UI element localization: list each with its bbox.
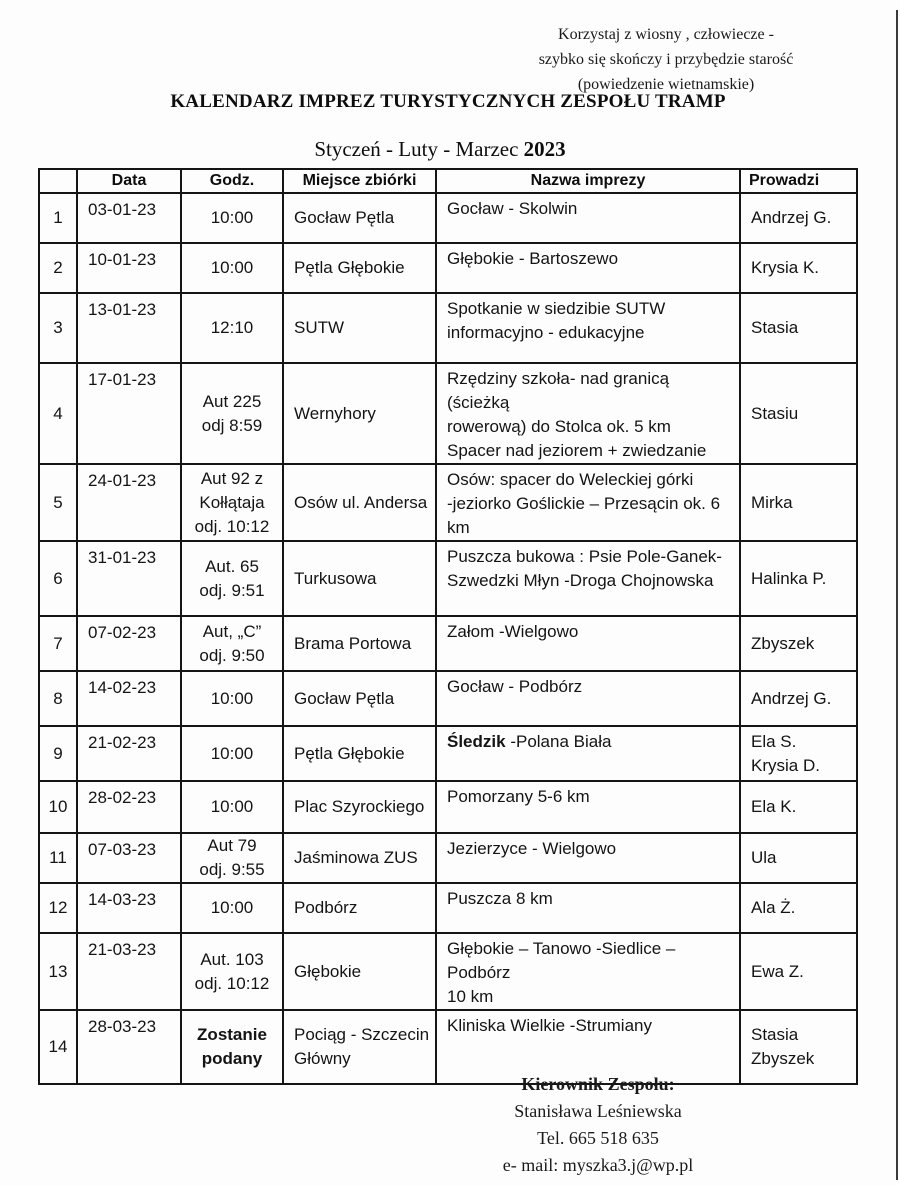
meeting-place-cell: SUTW [283, 293, 436, 363]
event-name-cell: Gocław - Skolwin [436, 193, 740, 243]
date-cell: 31-01-23 [77, 541, 181, 616]
header-empty [39, 169, 77, 193]
time-cell: 10:00 [181, 726, 283, 781]
time-cell: 10:00 [181, 671, 283, 726]
header-godz: Godz. [181, 169, 283, 193]
quote-line: Korzystaj z wiosny , człowiecze - [558, 26, 774, 43]
row-number-cell: 5 [39, 464, 77, 541]
event-name-cell: Pomorzany 5-6 km [436, 781, 740, 833]
leader-cell: Mirka [740, 464, 857, 541]
event-name-cell: Głębokie – Tanowo -Siedlice – Podbórz 10 km [436, 933, 740, 1010]
leader-cell: Ula [740, 833, 857, 883]
leader-cell: Zbyszek [740, 616, 857, 671]
meeting-place-cell: Wernyhory [283, 363, 436, 464]
leader-cell: Stasia [740, 293, 857, 363]
page-subtitle [0, 137, 880, 162]
date-cell: 17-01-23 [77, 363, 181, 464]
footer-block [248, 1071, 900, 1179]
time-cell: Zostanie podany [181, 1010, 283, 1084]
date-cell: 13-01-23 [77, 293, 181, 363]
meeting-place-cell: Plac Szyrockiego [283, 781, 436, 833]
events-tbody [39, 193, 857, 1084]
event-name-cell: Rzędziny szkoła- nad granicą (ścieżką rowerową) do Stolca ok. 5 km Spacer nad jeziorem + zwiedzanie [436, 363, 740, 464]
meeting-place-cell: Pociąg - Szczecin Główny [283, 1010, 436, 1084]
event-name-cell: Załom -Wielgowo [436, 616, 740, 671]
table-row [39, 363, 857, 464]
time-cell: Aut. 103 odj. 10:12 [181, 933, 283, 1010]
event-name-cell: Puszcza 8 km [436, 883, 740, 933]
date-cell: 24-01-23 [77, 464, 181, 541]
leader-cell: Krysia K. [740, 243, 857, 293]
event-name-cell: Osów: spacer do Weleckiej górki -jeziorko Goślickie – Przesącin ok. 6 km [436, 464, 740, 541]
row-number-cell: 8 [39, 671, 77, 726]
row-number-cell: 1 [39, 193, 77, 243]
row-number-cell: 14 [39, 1010, 77, 1084]
footer-heading: Kierownik Zespołu: [521, 1074, 675, 1094]
subtitle-months: Styczeń - Luty - Marzec [314, 137, 524, 161]
table-row [39, 933, 857, 1010]
event-name-cell: Jezierzyce - Wielgowo [436, 833, 740, 883]
time-cell: 10:00 [181, 781, 283, 833]
footer-phone: Tel. 665 518 635 [537, 1128, 659, 1148]
time-cell: Aut. 65 odj. 9:51 [181, 541, 283, 616]
meeting-place-cell: Pętla Głębokie [283, 243, 436, 293]
time-cell: 12:10 [181, 293, 283, 363]
time-cell: Aut 92 z Kołłątaja odj. 10:12 [181, 464, 283, 541]
leader-cell: Ala Ż. [740, 883, 857, 933]
table-row [39, 541, 857, 616]
meeting-place-cell: Pętla Głębokie [283, 726, 436, 781]
event-name-cell: Kliniska Wielkie -Strumiany [436, 1010, 740, 1084]
table-row [39, 671, 857, 726]
header-miejsce-zbiorki: Miejsce zbiórki [283, 169, 436, 193]
meeting-place-cell: Jaśminowa ZUS [283, 833, 436, 883]
meeting-place-cell: Gocław Pętla [283, 193, 436, 243]
row-number-cell: 10 [39, 781, 77, 833]
table-row [39, 833, 857, 883]
page-title: KALENDARZ IMPREZ TURYSTYCZNYCH ZESPOŁU TRAMP [170, 91, 726, 112]
time-cell: Aut 79 odj. 9:55 [181, 833, 283, 883]
events-table [38, 168, 858, 1085]
date-cell: 28-02-23 [77, 781, 181, 833]
date-cell: 14-02-23 [77, 671, 181, 726]
meeting-place-cell: Gocław Pętla [283, 671, 436, 726]
event-name-cell: Głębokie - Bartoszewo [436, 243, 740, 293]
meeting-place-cell: Podbórz [283, 883, 436, 933]
meeting-place-cell: Osów ul. Andersa [283, 464, 436, 541]
table-header-row [39, 169, 857, 193]
table-row [39, 781, 857, 833]
date-cell: 03-01-23 [77, 193, 181, 243]
table-row [39, 464, 857, 541]
row-number-cell: 3 [39, 293, 77, 363]
date-cell: 14-03-23 [77, 883, 181, 933]
header-nazwa-imprezy: Nazwa imprezy [436, 169, 740, 193]
row-number-cell: 2 [39, 243, 77, 293]
meeting-place-cell: Brama Portowa [283, 616, 436, 671]
row-number-cell: 11 [39, 833, 77, 883]
leader-cell: Ela S. Krysia D. [740, 726, 857, 781]
date-cell: 21-02-23 [77, 726, 181, 781]
leader-cell: Ela K. [740, 781, 857, 833]
date-cell: 07-03-23 [77, 833, 181, 883]
date-cell: 28-03-23 [77, 1010, 181, 1084]
leader-cell: Andrzej G. [740, 671, 857, 726]
table-row [39, 726, 857, 781]
time-cell: 10:00 [181, 243, 283, 293]
row-number-cell: 6 [39, 541, 77, 616]
date-cell: 07-02-23 [77, 616, 181, 671]
time-cell: Aut 225 odj 8:59 [181, 363, 283, 464]
leader-cell: Andrzej G. [740, 193, 857, 243]
scan-edge-line [896, 10, 898, 1180]
time-cell: Aut, „C” odj. 9:50 [181, 616, 283, 671]
time-cell: 10:00 [181, 883, 283, 933]
row-number-cell: 12 [39, 883, 77, 933]
subtitle-year: 2023 [523, 137, 566, 161]
quote-line: szybko się skończy i przybędzie starość [538, 51, 794, 68]
footer-name: Stanisława Leśniewska [514, 1101, 682, 1121]
event-name-cell: Puszcza bukowa : Psie Pole-Ganek- Szwedzki Młyn -Droga Chojnowska [436, 541, 740, 616]
leader-cell: Stasiu [740, 363, 857, 464]
table-header [39, 169, 857, 193]
date-cell: 10-01-23 [77, 243, 181, 293]
row-number-cell: 4 [39, 363, 77, 464]
table-row [39, 883, 857, 933]
event-name-cell: Spotkanie w siedzibie SUTW informacyjno - edukacyjne [436, 293, 740, 363]
row-number-cell: 9 [39, 726, 77, 781]
row-number-cell: 13 [39, 933, 77, 1010]
table-row [39, 616, 857, 671]
row-number-cell: 7 [39, 616, 77, 671]
event-name-cell: Gocław - Podbórz [436, 671, 740, 726]
meeting-place-cell: Głębokie [283, 933, 436, 1010]
footer-email: e- mail: myszka3.j@wp.pl [502, 1155, 694, 1175]
header-prowadzi: Prowadzi [740, 169, 857, 193]
time-cell: 10:00 [181, 193, 283, 243]
leader-cell: Stasia Zbyszek [740, 1010, 857, 1084]
event-name-cell: Śledzik -Polana Biała [436, 726, 740, 781]
table-row [39, 243, 857, 293]
leader-cell: Ewa Z. [740, 933, 857, 1010]
quote-block [498, 22, 834, 97]
table-row [39, 293, 857, 363]
header-data: Data [77, 169, 181, 193]
quote-line: (powiedzenie wietnamskie) [577, 76, 755, 93]
date-cell: 21-03-23 [77, 933, 181, 1010]
leader-cell: Halinka P. [740, 541, 857, 616]
meeting-place-cell: Turkusowa [283, 541, 436, 616]
table-row [39, 193, 857, 243]
